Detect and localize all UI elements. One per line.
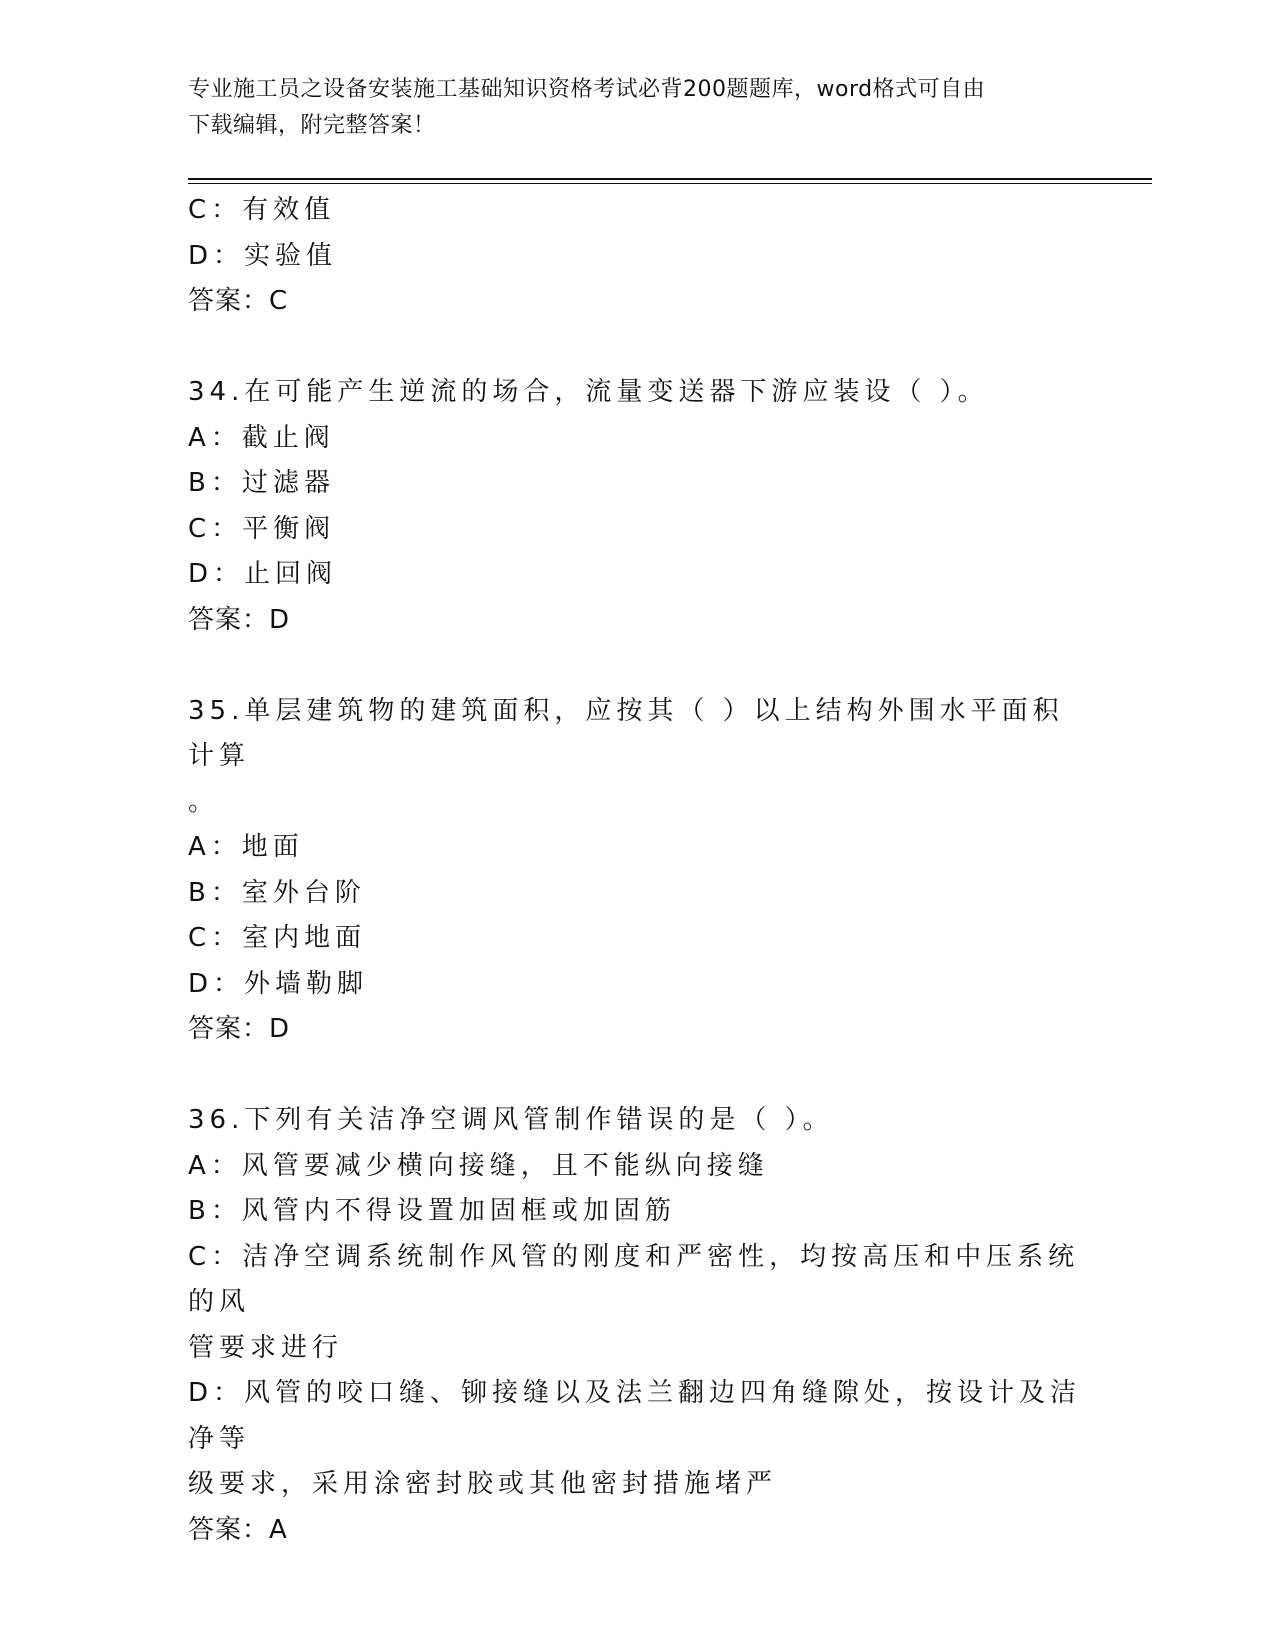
spacer	[188, 1053, 1088, 1099]
header-divider-thick	[188, 178, 1152, 180]
header-title-line-1: 专业施工员之设备安装施工基础知识资格考试必背200题题库，word格式可自由	[188, 77, 986, 102]
spacer	[188, 325, 1088, 371]
question-stem-line-2: 。	[188, 786, 220, 817]
question-stem-line-1: 35.单层建筑物的建筑面积，应按其（ ）以上结构外围水平面积计算	[188, 695, 1064, 771]
option-a: A：截止阀	[188, 422, 335, 453]
header-divider-thin	[188, 183, 1152, 184]
question-34	[188, 370, 1088, 643]
option-d: D：外墙勒脚	[188, 968, 369, 999]
option-d: D：止回阀	[188, 559, 338, 589]
question-36	[188, 1098, 1088, 1553]
option-a: A：地面	[188, 832, 304, 862]
answer: 答案：C	[188, 286, 289, 316]
option-c: C：室内地面	[188, 923, 367, 953]
option-d: D：实验值	[188, 240, 338, 271]
option-b: B：风管内不得设置加固框或加固筋	[188, 1196, 676, 1226]
option-d-line-1: D：风管的咬口缝、铆接缝以及法兰翻边四角缝隙处，按设计及洁净等	[188, 1378, 1082, 1454]
option-b: B：过滤器	[188, 468, 335, 498]
question-stem: 36.下列有关洁净空调风管制作错误的是（ ）。	[188, 1105, 834, 1135]
spacer	[188, 643, 1088, 689]
document-header	[188, 72, 1078, 144]
question-stem: 34.在可能产生逆流的场合，流量变送器下游应装设（ ）。	[188, 377, 989, 407]
question-33-tail	[188, 188, 1088, 325]
option-d-line-2: 级要求，采用涂密封胶或其他密封措施堵严	[188, 1469, 778, 1499]
answer: 答案：D	[188, 604, 291, 635]
option-b: B：室外台阶	[188, 877, 366, 908]
question-35	[188, 689, 1088, 1053]
header-title-line-2: 下载编辑，附完整答案！	[188, 113, 436, 138]
option-c: C：有效值	[188, 195, 336, 225]
question-list	[188, 188, 1088, 1553]
answer: 答案：A	[188, 1514, 288, 1545]
option-c-line-2: 管要求进行	[188, 1332, 344, 1363]
option-c-line-1: C：洁净空调系统制作风管的刚度和严密性，均按高压和中压系统的风	[188, 1241, 1080, 1317]
option-c: C：平衡阀	[188, 513, 336, 544]
option-a: A：风管要减少横向接缝，且不能纵向接缝	[188, 1150, 769, 1181]
answer: 答案：D	[188, 1014, 291, 1044]
